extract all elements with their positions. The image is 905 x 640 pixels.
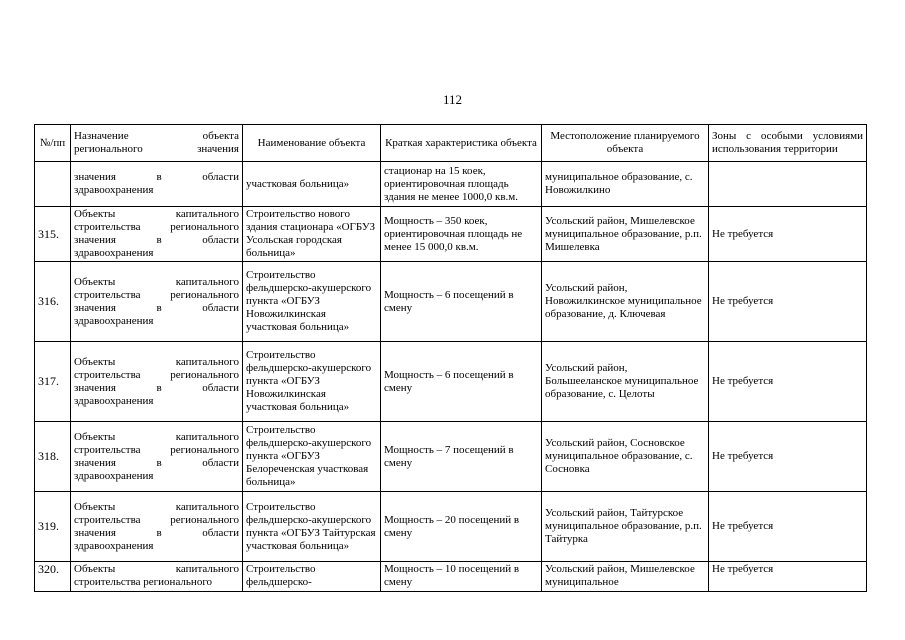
row-num: 319. <box>35 492 71 562</box>
objects-table <box>34 124 867 592</box>
row-zones <box>709 162 867 207</box>
header-characteristic: Краткая характеристика объекта <box>381 125 542 162</box>
row-name: Строительство фельдшерско-акушерского пункта «ОГБУЗ Белореченская участковая больница» <box>243 422 381 492</box>
table-row <box>35 492 867 562</box>
row-location: Усольский район, Мишелевское муниципальное образование, р.п. Мишелевка <box>542 207 709 262</box>
header-purpose: Назначение объекта регионального значения <box>71 125 243 162</box>
header-location: Местоположение планируемого объекта <box>542 125 709 162</box>
row-characteristic: Мощность – 10 посещений в смену <box>381 562 542 592</box>
row-name: Строительство фельдшерско-акушерского пункта «ОГБУЗ Новожилкинская участковая больница» <box>243 342 381 422</box>
table-header-row <box>35 125 867 162</box>
row-zones: Не требуется <box>709 422 867 492</box>
row-name: Строительство фельдшерско-акушерского пункта «ОГБУЗ Новожилкинская участковая больница» <box>243 262 381 342</box>
table-row <box>35 562 867 592</box>
row-name: участковая больница» <box>243 162 381 207</box>
row-location: Усольский район, Большееланское муниципальное образование, с. Целоты <box>542 342 709 422</box>
header-zones: Зоны с особыми условиями использования территории <box>709 125 867 162</box>
row-purpose: Объекты капитального строительства регионального <box>71 562 243 592</box>
row-location: муниципальное образование, с. Новожилкино <box>542 162 709 207</box>
row-purpose: Объекты капитального строительства регионального значения в области здравоохранения <box>71 342 243 422</box>
row-characteristic: Мощность – 20 посещений в смену <box>381 492 542 562</box>
row-name: Строительство фельдшерско-акушерского пункта «ОГБУЗ Тайтурская участковая больница» <box>243 492 381 562</box>
row-characteristic: Мощность – 6 посещений в смену <box>381 262 542 342</box>
page-number: 112 <box>442 92 463 107</box>
row-location: Усольский район, Мишелевское муниципальное <box>542 562 709 592</box>
row-num: 315. <box>35 207 71 262</box>
row-location: Усольский район, Сосновское муниципальное образование, с. Сосновка <box>542 422 709 492</box>
table-row <box>35 207 867 262</box>
row-purpose: Объекты капитального строительства регионального значения в области здравоохранения <box>71 262 243 342</box>
row-purpose: Объекты капитального строительства регионального значения в области здравоохранения <box>71 422 243 492</box>
row-num: 318. <box>35 422 71 492</box>
row-purpose: Объекты капитального строительства регионального значения в области здравоохранения <box>71 492 243 562</box>
row-characteristic: Мощность – 6 посещений в смену <box>381 342 542 422</box>
row-characteristic: Мощность – 7 посещений в смену <box>381 422 542 492</box>
row-num: 320. <box>35 562 71 592</box>
row-purpose: Объекты капитального строительства регионального значения в области здравоохранения <box>71 207 243 262</box>
row-zones: Не требуется <box>709 207 867 262</box>
header-num: №/пп <box>35 125 71 162</box>
row-num: 316. <box>35 262 71 342</box>
table-row <box>35 342 867 422</box>
row-num: 317. <box>35 342 71 422</box>
row-location: Усольский район, Тайтурское муниципальное образование, р.п. Тайтурка <box>542 492 709 562</box>
row-zones: Не требуется <box>709 262 867 342</box>
row-zones: Не требуется <box>709 562 867 592</box>
row-name: Строительство фельдшерско- <box>243 562 381 592</box>
row-num <box>35 162 71 207</box>
table-row <box>35 422 867 492</box>
table-row-continued <box>35 162 867 207</box>
row-purpose: значения в области здравоохранения <box>71 162 243 207</box>
row-zones: Не требуется <box>709 492 867 562</box>
row-location: Усольский район, Новожилкинское муниципальное образование, д. Ключевая <box>542 262 709 342</box>
row-characteristic: стационар на 15 коек, ориентировочная площадь здания не менее 1000,0 кв.м. <box>381 162 542 207</box>
row-characteristic: Мощность – 350 коек, ориентировочная площадь не менее 15 000,0 кв.м. <box>381 207 542 262</box>
table-row <box>35 262 867 342</box>
row-zones: Не требуется <box>709 342 867 422</box>
header-name: Наименование объекта <box>243 125 381 162</box>
row-name: Строительство нового здания стационара «ОГБУЗ Усольская городская больница» <box>243 207 381 262</box>
